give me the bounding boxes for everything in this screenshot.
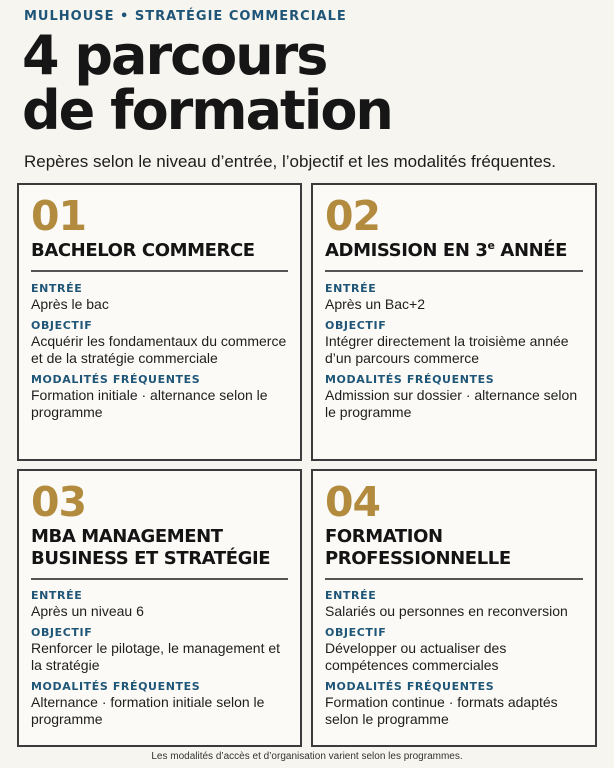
field-value: Salariés ou personnes en reconversion: [325, 603, 568, 619]
field-value: Développer ou actualiser des compétences commerciales: [325, 640, 507, 673]
field-label: ENTRÉE: [325, 589, 377, 602]
card-title-line: BUSINESS ET STRATÉGIE: [31, 548, 271, 569]
card-title: [325, 240, 583, 272]
footer-note: Les modalités d’accès et d’organisation varient selon les programmes.: [151, 751, 463, 762]
subtitle: Repères selon le niveau d’entrée, l’objectif et les modalités fréquentes.: [24, 152, 557, 171]
field-label: OBJECTIF: [31, 626, 93, 639]
card-title-line: MBA MANAGEMENT: [31, 526, 223, 547]
card-number: 01: [31, 192, 87, 240]
card-title: [31, 526, 288, 580]
field-label: MODALITÉS FRÉQUENTES: [325, 373, 495, 386]
card-title: [325, 526, 583, 580]
kicker: MULHOUSE • STRATÉGIE COMMERCIALE: [24, 9, 347, 24]
card-mba-management: [17, 469, 302, 747]
field-value: Formation initiale · alternance selon le programme: [31, 387, 268, 420]
field-modalites: [31, 680, 290, 728]
field-label: OBJECTIF: [31, 319, 93, 332]
card-title-line: BACHELOR COMMERCE: [31, 240, 255, 261]
field-value: Renforcer le pilotage, le management et la stratégie: [31, 640, 281, 673]
field-label: MODALITÉS FRÉQUENTES: [31, 680, 201, 693]
card-fields: [325, 282, 585, 427]
field-value: Acquérir les fondamentaux du commerce et de la stratégie commerciale: [31, 333, 287, 366]
field-value: Alternance · formation initiale selon le programme: [31, 694, 265, 727]
field-value: Admission sur dossier · alternance selon le programme: [325, 387, 578, 420]
field-label: ENTRÉE: [31, 589, 83, 602]
field-label: OBJECTIF: [325, 626, 387, 639]
card-title-main: ADMISSION EN 3: [325, 240, 488, 261]
card-title-line: [325, 240, 583, 262]
field-label: ENTRÉE: [31, 282, 83, 295]
field-label: ENTRÉE: [325, 282, 377, 295]
field-modalites: [325, 373, 585, 421]
page-title-line2: de formation: [22, 79, 392, 142]
page-title: [22, 24, 392, 142]
field-entree: [325, 282, 585, 313]
card-title-end: ANNÉE: [494, 240, 568, 261]
field-value: Intégrer directement la troisième année d’un parcours commerce: [325, 333, 569, 366]
card-formation-professionnelle: [311, 469, 597, 747]
card-title: [31, 240, 288, 272]
field-entree: [31, 589, 290, 620]
field-value: Après un niveau 6: [31, 603, 144, 619]
card-fields: [325, 589, 585, 734]
card-admission-3e-annee: [311, 183, 597, 461]
field-modalites: [325, 680, 585, 728]
field-label: MODALITÉS FRÉQUENTES: [31, 373, 201, 386]
card-fields: [31, 589, 290, 734]
field-modalites: [31, 373, 290, 421]
field-label: MODALITÉS FRÉQUENTES: [325, 680, 495, 693]
card-number: 04: [325, 478, 381, 526]
field-value: Après le bac: [31, 296, 109, 312]
card-title-line: FORMATION: [325, 526, 443, 547]
field-objectif: [325, 319, 585, 367]
card-number: 03: [31, 478, 87, 526]
card-fields: [31, 282, 290, 427]
field-value: Après un Bac+2: [325, 296, 426, 312]
card-number: 02: [325, 192, 381, 240]
card-bachelor-commerce: [17, 183, 302, 461]
field-entree: [325, 589, 585, 620]
field-label: OBJECTIF: [325, 319, 387, 332]
field-objectif: [31, 626, 290, 674]
field-objectif: [31, 319, 290, 367]
page-title-line1: 4 parcours: [22, 24, 327, 87]
card-title-line: PROFESSIONNELLE: [325, 548, 511, 569]
card-title-superscript: e: [487, 239, 495, 252]
field-value: Formation continue · formats adaptés selon le programme: [325, 694, 558, 727]
field-entree: [31, 282, 290, 313]
field-objectif: [325, 626, 585, 674]
